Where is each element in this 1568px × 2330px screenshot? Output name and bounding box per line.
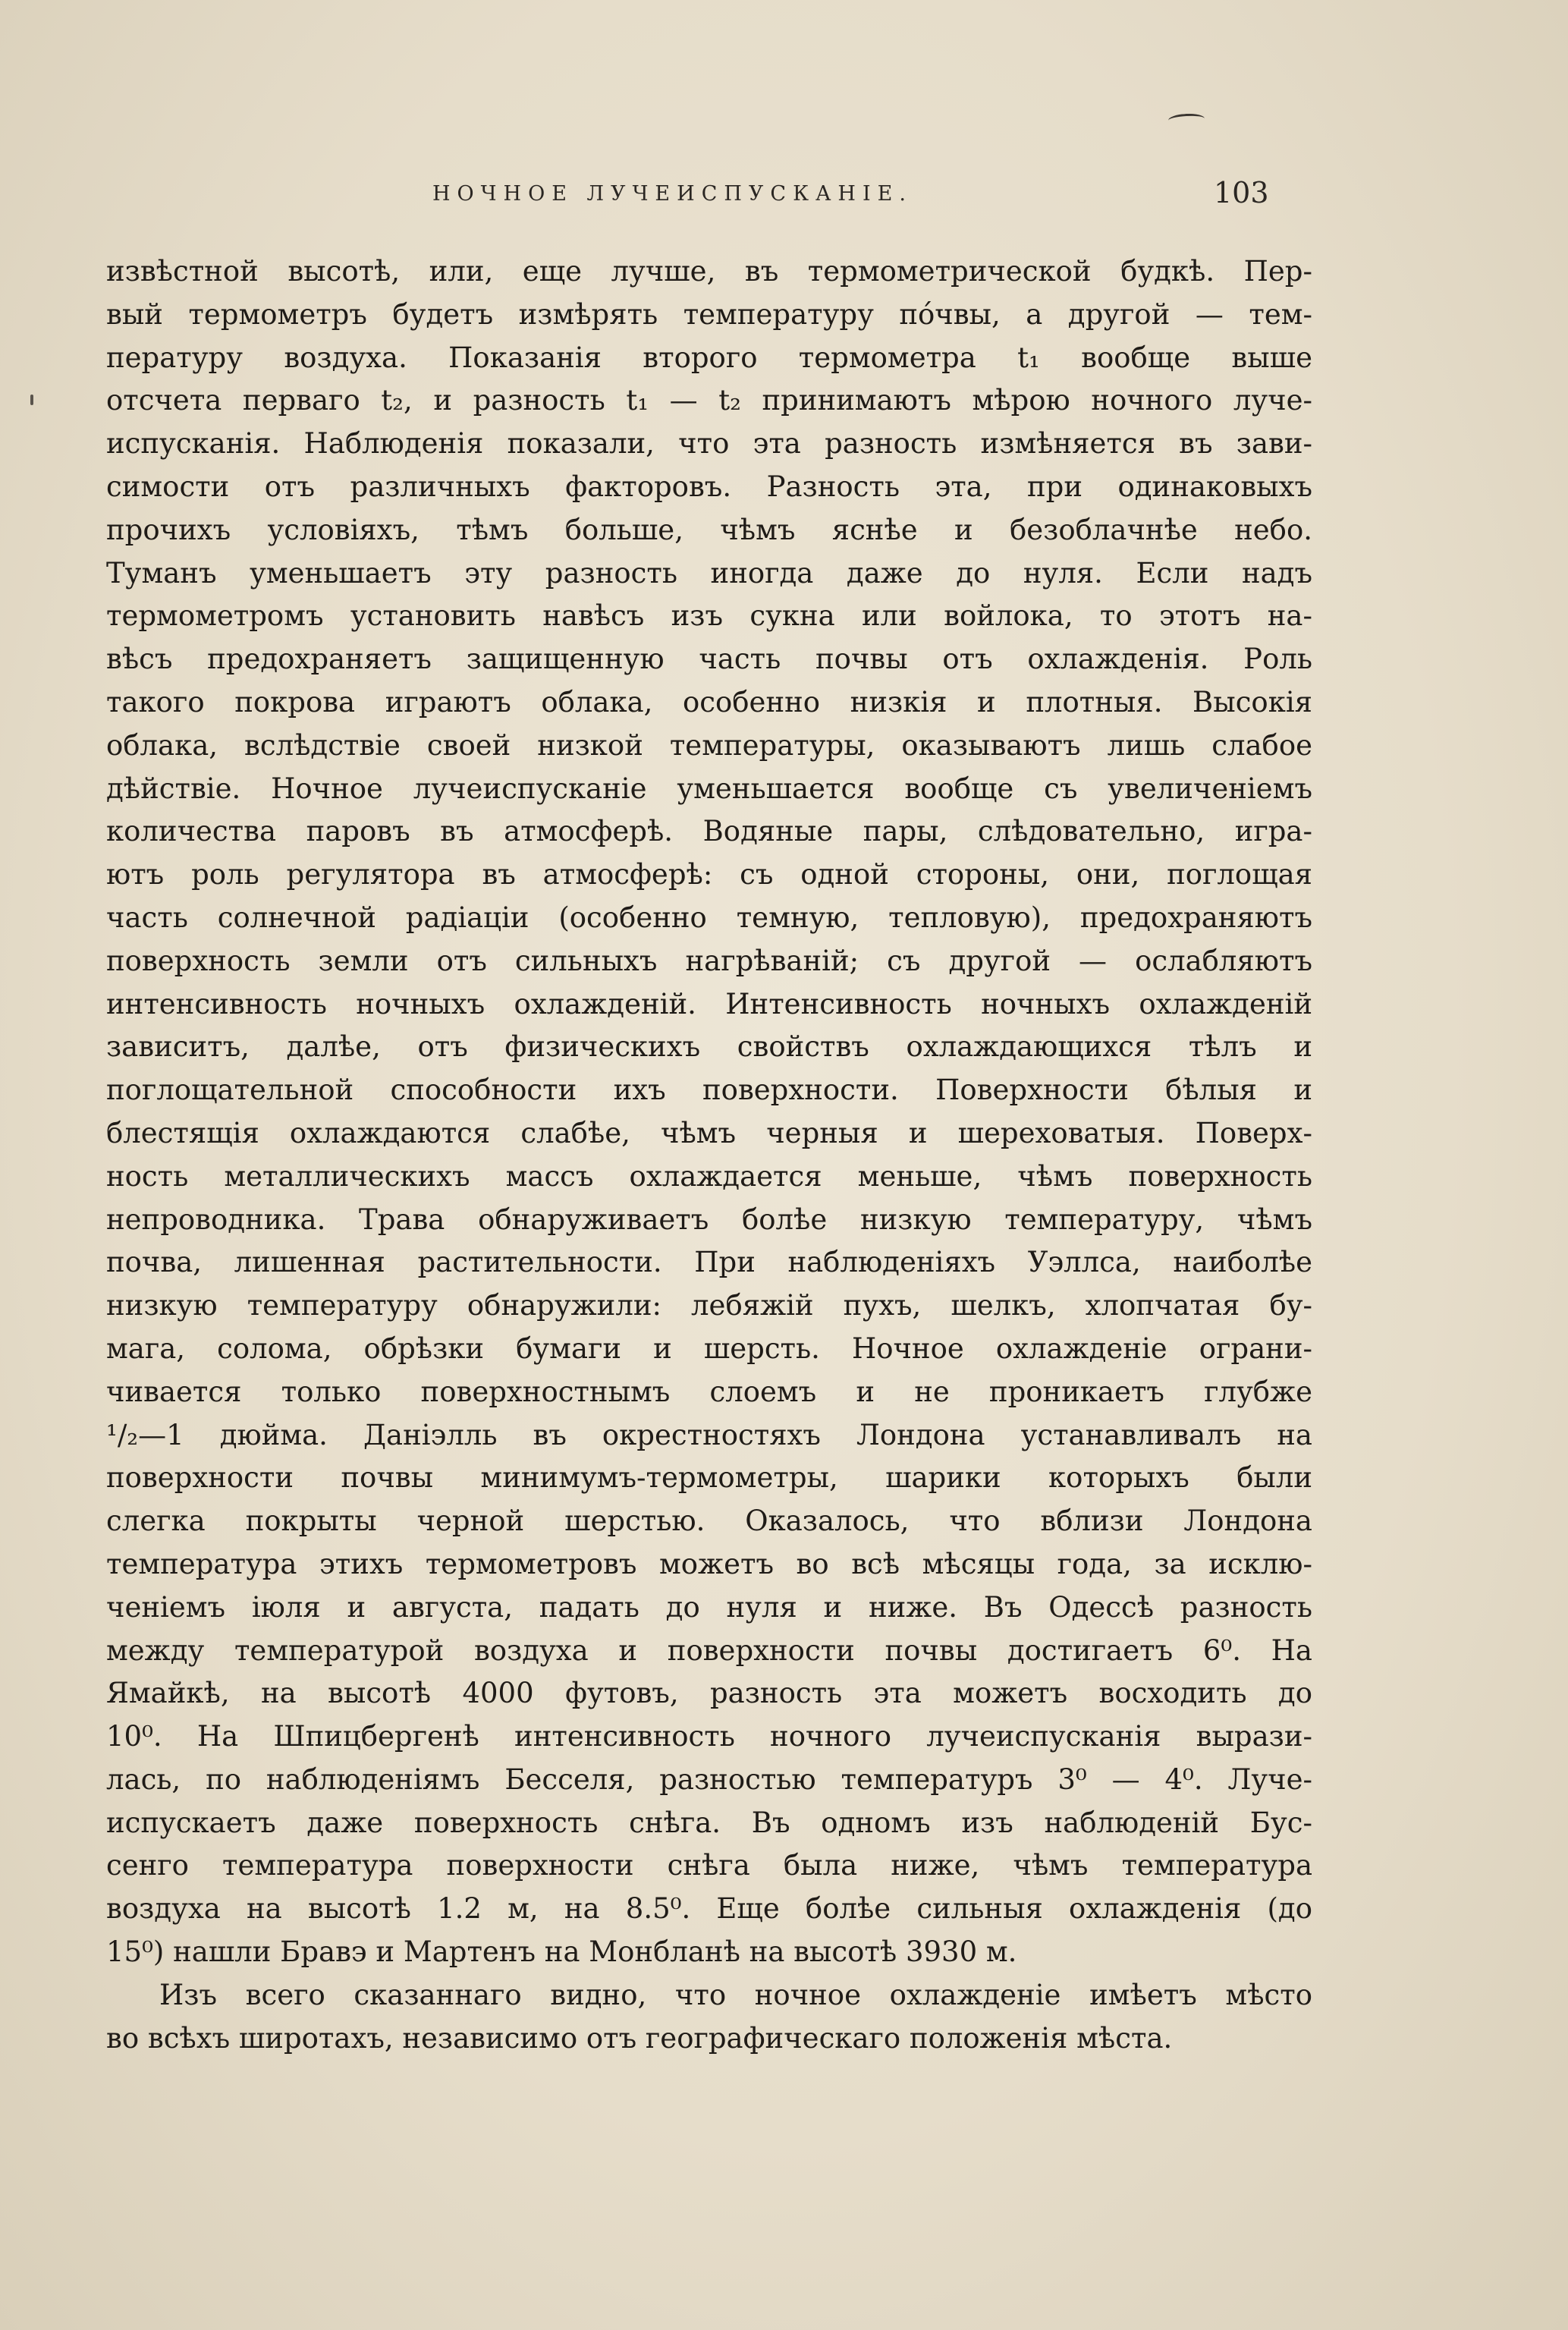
text-line: интенсивность ночныхъ охлажденій. Интенсивность ночныхъ охлажденій [106, 987, 1312, 1020]
text-line: термометромъ установить навѣсъ изъ сукна или войлока, то этотъ на- [106, 599, 1312, 633]
text-line: 10⁰. На Шпицбергенѣ интенсивность ночного лучеиспусканія вырази- [106, 1720, 1312, 1753]
ink-mark [1168, 113, 1205, 126]
text-line: пературу воздуха. Показанія второго термометра t₁ вообще выше [106, 341, 1312, 374]
text-line: симости отъ различныхъ факторовъ. Разность эта, при одинаковыхъ [106, 470, 1312, 503]
text-line: лась, по наблюденіямъ Бесселя, разностью температуръ 3⁰ — 4⁰. Луче- [106, 1762, 1312, 1796]
text-line: низкую температуру обнаружили: лебяжій пухъ, шелкъ, хлопчатая бу- [106, 1289, 1312, 1322]
text-line: непроводника. Трава обнаруживаетъ болѣе низкую температуру, чѣмъ [106, 1203, 1312, 1236]
text-line: Изъ всего сказаннаго видно, что ночное охлажденіе имѣетъ мѣсто [159, 1978, 1312, 2011]
running-head: НОЧНОЕ ЛУЧЕИСПУСКАНІЕ. [432, 182, 913, 206]
text-line: извѣстной высотѣ, или, еще лучше, въ термометрической будкѣ. Пер- [106, 255, 1312, 288]
text-line: часть солнечной радіаціи (особенно темную, тепловую), предохраняютъ [106, 901, 1312, 934]
page-number: 103 [1214, 176, 1269, 209]
text-line: между температурой воздуха и поверхности почвы достигаетъ 6⁰. На [106, 1634, 1312, 1667]
text-line: слегка покрыты черной шерстью. Оказалось, что вблизи Лондона [106, 1505, 1312, 1538]
text-line: сенго температура поверхности снѣга была ниже, чѣмъ температура [106, 1849, 1312, 1882]
page-header [106, 176, 1290, 214]
text-line: Туманъ уменьшаетъ эту разность иногда даже до нуля. Если надъ [106, 556, 1312, 590]
margin-speck [30, 395, 33, 405]
text-line: прочихъ условіяхъ, тѣмъ больше, чѣмъ яснѣе и безоблачнѣе небо. [106, 513, 1312, 546]
text-line: ютъ роль регулятора въ атмосферѣ: съ одной стороны, они, поглощая [106, 858, 1312, 891]
text-line: температура этихъ термометровъ можетъ во всѣ мѣсяцы года, за исклю- [106, 1547, 1312, 1580]
text-line: такого покрова играютъ облака, особенно низкія и плотныя. Высокія [106, 685, 1312, 718]
text-line: ченіемъ іюля и августа, падать до нуля и ниже. Въ Одессѣ разность [106, 1590, 1312, 1624]
text-line: поглощательной способности ихъ поверхности. Поверхности бѣлыя и [106, 1074, 1312, 1107]
text-line: отсчета перваго t₂, и разность t₁ — t₂ принимаютъ мѣрою ночного луче- [106, 384, 1312, 417]
text-line: блестящія охлаждаются слабѣе, чѣмъ черныя и шереховатыя. Поверх- [106, 1116, 1312, 1149]
text-line: поверхности почвы минимумъ-термометры, шарики которыхъ были [106, 1461, 1312, 1495]
body-text [106, 250, 1312, 2060]
text-line: вый термометръ будетъ измѣрять температуру пóчвы, а другой — тем- [106, 297, 1312, 331]
text-line: количества паровъ въ атмосферѣ. Водяные пары, слѣдовательно, игра- [106, 815, 1312, 848]
text-line: чивается только поверхностнымъ слоемъ и не проникаетъ глубже [106, 1375, 1312, 1408]
text-line: во всѣхъ широтахъ, независимо отъ географическаго положенія мѣста. [106, 2021, 1173, 2055]
text-line: ность металлическихъ массъ охлаждается меньше, чѣмъ поверхность [106, 1159, 1312, 1193]
text-line: поверхность земли отъ сильныхъ нагрѣваній; съ другой — ослабляютъ [106, 944, 1312, 977]
text-line: воздуха на высотѣ 1.2 м, на 8.5⁰. Еще болѣе сильныя охлажденія (до [106, 1892, 1312, 1926]
text-line: испускаетъ даже поверхность снѣга. Въ одномъ изъ наблюденій Бус- [106, 1806, 1312, 1839]
text-line: испусканія. Наблюденія показали, что эта разность измѣняется въ зави- [106, 427, 1312, 461]
text-line: Ямайкѣ, на высотѣ 4000 футовъ, разность эта можетъ восходить до [106, 1677, 1312, 1710]
text-line: облака, вслѣдствіе своей низкой температуры, оказываютъ лишь слабое [106, 728, 1312, 762]
text-line: мага, солома, обрѣзки бумаги и шерсть. Ночное охлажденіе ограни- [106, 1332, 1312, 1365]
text-line: 15⁰) нашли Бравэ и Мартенъ на Монбланѣ на высотѣ 3930 м. [106, 1935, 1017, 1969]
text-line: почва, лишенная растительности. При наблюденіяхъ Уэллса, наиболѣе [106, 1246, 1312, 1279]
text-line: дѣйствіе. Ночное лучеиспусканіе уменьшается вообще съ увеличеніемъ [106, 772, 1312, 805]
text-line: зависитъ, далѣе, отъ физическихъ свойствъ охлаждающихся тѣлъ и [106, 1030, 1312, 1064]
text-line: ¹/₂—1 дюйма. Даніэлль въ окрестностяхъ Лондона устанавливалъ на [106, 1418, 1312, 1451]
text-line: вѣсъ предохраняетъ защищенную часть почвы отъ охлажденія. Роль [106, 643, 1312, 676]
